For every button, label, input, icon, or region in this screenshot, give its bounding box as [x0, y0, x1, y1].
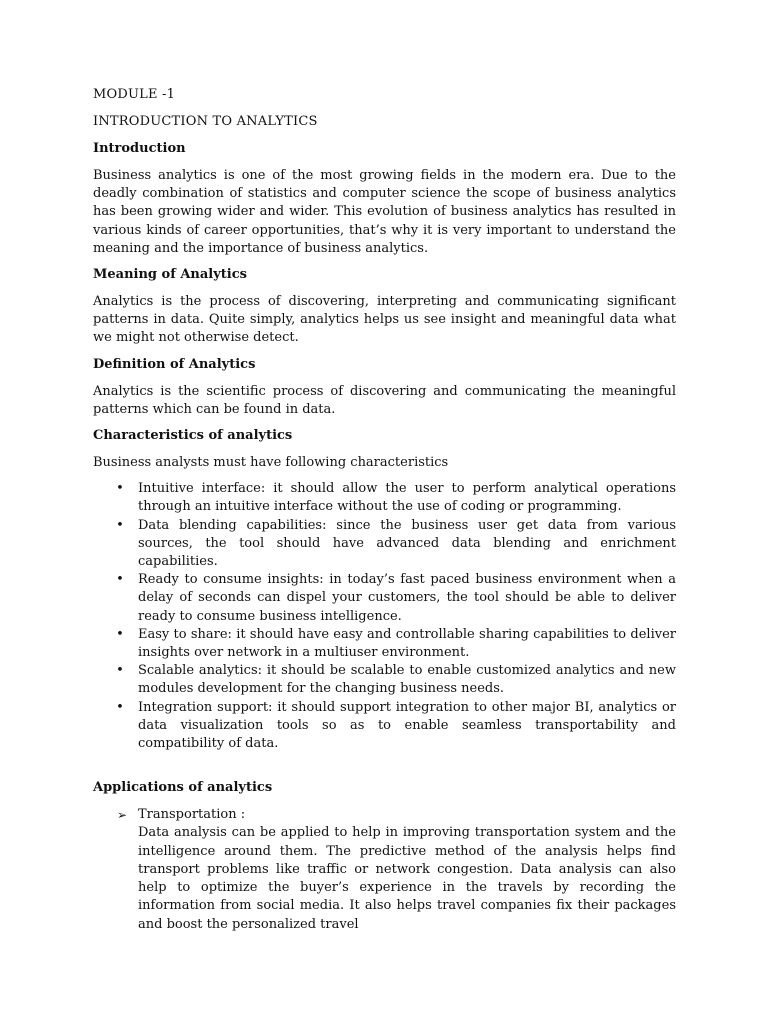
application-text: Data analysis can be applied to help in improving transportation system and the intelligence around them. The predictive method of the analysis helps find transport problems like traffic or network congestion. Data analysis can also help to optimize the buyer’s experience in the travels by recording the information from social media. It also helps travel companies fix their packages and boost the personalized travel — [138, 825, 676, 932]
list-item-text: Scalable analytics: it should be scalable to enable customized analytics and new modules development for the changing business needs. — [138, 663, 676, 697]
bullet-icon: • — [116, 663, 124, 679]
application-label: Transportation : — [138, 807, 246, 823]
list-item — [93, 699, 676, 754]
list-item — [93, 571, 676, 626]
list-item — [93, 806, 676, 933]
list-item — [93, 626, 676, 662]
applications-list — [93, 806, 676, 933]
list-item-text: Data blending capabilities: since the business user get data from various sources, the tool should have advanced data blending and enrichment capabilities. — [138, 517, 676, 570]
list-item-text: Integration support: it should support integration to other major BI, analytics or data visualization tools so as to enable seamless transportability and compatibility of data. — [138, 699, 676, 752]
document-content — [93, 86, 676, 934]
meaning-paragraph: Analytics is the process of discovering, interpreting and communicating significant patterns in data. Quite simply, analytics helps us see insight and meaningful data what we might not otherwise detect. — [93, 294, 676, 346]
introduction-heading: Introduction — [93, 141, 186, 156]
bullet-icon: • — [116, 699, 124, 715]
module-label: MODULE -1 — [93, 87, 176, 102]
bullet-icon: • — [116, 481, 124, 497]
characteristics-heading: Characteristics of analytics — [93, 428, 293, 444]
characteristics-list — [93, 480, 676, 753]
list-item — [93, 480, 676, 516]
bullet-icon: • — [116, 572, 124, 588]
introduction-paragraph: Business analytics is one of the most growing fields in the modern era. Due to the deadly combination of statistics and computer science the scope of business analytics has been growing wider and wider. This evolution of business analytics has resulted in various kinds of career opportunities, that’s why it is very important to understand the meaning and the importance of business analytics. — [93, 168, 676, 256]
applications-heading: Applications of analytics — [93, 780, 273, 796]
meaning-heading: Meaning of Analytics — [93, 267, 247, 283]
list-item — [93, 517, 676, 572]
definition-heading: Definition of Analytics — [93, 356, 256, 372]
bullet-icon: • — [116, 517, 124, 533]
document-title: INTRODUCTION TO ANALYTICS — [93, 114, 318, 129]
definition-paragraph: Analytics is the scientific process of discovering and communicating the meaningful patterns which can be found in data. — [93, 383, 676, 417]
list-item-text: Easy to share: it should have easy and controllable sharing capabilities to deliver insights over network in a multiuser environment. — [138, 626, 676, 661]
arrow-bullet-icon: ➢ — [116, 808, 128, 823]
characteristics-intro: Business analysts must have following characteristics — [93, 455, 449, 471]
list-item-text: Intuitive interface: it should allow the user to perform analytical operations through an intuitive interface without the use of coding or programming. — [138, 481, 676, 515]
section-spacer — [93, 761, 676, 779]
list-item — [93, 662, 676, 698]
bullet-icon: • — [116, 626, 124, 642]
list-item-text: Ready to consume insights: in today’s fast paced business environment when a delay of seconds can dispel your customers, the tool should be able to deliver ready to consume business intelligence. — [138, 572, 676, 624]
